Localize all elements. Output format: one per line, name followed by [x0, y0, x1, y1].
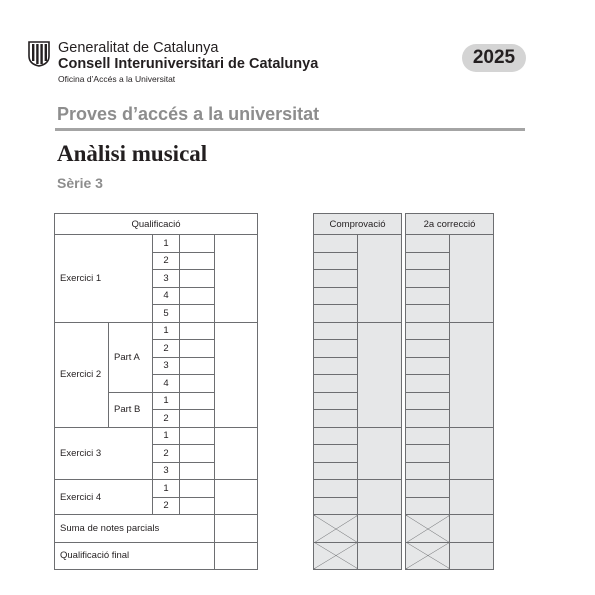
verification-total-cell[interactable]	[358, 322, 402, 427]
exercise-4-item-number: 2	[153, 497, 180, 515]
exercise-1-item-score-cell[interactable]	[180, 235, 215, 253]
verification-total-cell[interactable]	[358, 480, 402, 515]
second-correction-item-cell[interactable]	[406, 305, 450, 323]
exercise-1-label: Exercici 1	[55, 235, 153, 323]
exercise-4-label: Exercici 4	[55, 480, 153, 515]
second-correction-item-cell[interactable]	[406, 410, 450, 428]
exercise-2-item-score-cell[interactable]	[180, 375, 215, 393]
org-name-consell: Consell Interuniversitari de Catalunya	[58, 56, 319, 72]
second-correction-item-cell[interactable]	[406, 392, 450, 410]
verification-crossed-cell	[314, 542, 358, 570]
org-name-generalitat: Generalitat de Catalunya	[58, 40, 219, 56]
exercise-3-label: Exercici 3	[55, 427, 153, 480]
exercise-4-item-score-cell[interactable]	[180, 480, 215, 498]
verification-final-cell[interactable]	[358, 542, 402, 570]
exercise-3-item-number: 3	[153, 462, 180, 480]
second-correction-item-cell[interactable]	[406, 340, 450, 358]
exercise-3-total-cell[interactable]	[215, 427, 258, 480]
verification-item-cell[interactable]	[314, 235, 358, 253]
verification-item-cell[interactable]	[314, 375, 358, 393]
second-correction-item-cell[interactable]	[406, 270, 450, 288]
exercise-2-part-b-item-number: 2	[153, 410, 180, 428]
verification-item-cell[interactable]	[314, 410, 358, 428]
exercise-2-part-a-item-number: 1	[153, 322, 180, 340]
verification-item-cell[interactable]	[314, 462, 358, 480]
final-grade-cell[interactable]	[215, 542, 258, 570]
verification-item-cell[interactable]	[314, 357, 358, 375]
verification-item-cell[interactable]	[314, 480, 358, 498]
exercise-1-item-number: 2	[153, 252, 180, 270]
header-divider	[55, 128, 525, 131]
subject-title: Anàlisi musical	[57, 141, 208, 166]
exercise-1-item-number: 1	[153, 235, 180, 253]
verification-table	[313, 213, 402, 570]
exercise-2-item-score-cell[interactable]	[180, 322, 215, 340]
exercise-1-item-score-cell[interactable]	[180, 270, 215, 288]
exercise-2-item-score-cell[interactable]	[180, 340, 215, 358]
exercise-2-part-a-item-number: 4	[153, 375, 180, 393]
verification-item-cell[interactable]	[314, 322, 358, 340]
exercise-3-item-score-cell[interactable]	[180, 427, 215, 445]
org-name-oficina: Oficina d’Accés a la Universitat	[58, 74, 176, 84]
second-correction-table	[405, 213, 494, 570]
verification-item-cell[interactable]	[314, 305, 358, 323]
exercise-3-item-number: 1	[153, 427, 180, 445]
second-correction-item-cell[interactable]	[406, 427, 450, 445]
second-correction-total-cell[interactable]	[450, 235, 494, 323]
verification-item-cell[interactable]	[314, 287, 358, 305]
verification-item-cell[interactable]	[314, 252, 358, 270]
verification-total-cell[interactable]	[358, 235, 402, 323]
exercise-4-item-score-cell[interactable]	[180, 497, 215, 515]
exercise-4-item-number: 1	[153, 480, 180, 498]
verification-item-cell[interactable]	[314, 340, 358, 358]
verification-sum-cell[interactable]	[358, 515, 402, 543]
exercise-1-item-number: 5	[153, 305, 180, 323]
verification-crossed-cell	[314, 515, 358, 543]
second-correction-item-cell[interactable]	[406, 462, 450, 480]
verification-item-cell[interactable]	[314, 445, 358, 463]
sum-partial-label: Suma de notes parcials	[55, 515, 215, 543]
second-correction-total-cell[interactable]	[450, 427, 494, 480]
second-correction-crossed-cell	[406, 542, 450, 570]
second-correction-item-cell[interactable]	[406, 480, 450, 498]
second-correction-total-cell[interactable]	[450, 480, 494, 515]
second-correction-header: 2a correcció	[406, 214, 494, 235]
exercise-4-total-cell[interactable]	[215, 480, 258, 515]
grading-header: Qualificació	[55, 214, 258, 235]
exercise-1-item-score-cell[interactable]	[180, 287, 215, 305]
exercise-2-total-cell[interactable]	[215, 322, 258, 427]
exercise-1-item-number: 3	[153, 270, 180, 288]
second-correction-final-cell[interactable]	[450, 542, 494, 570]
verification-total-cell[interactable]	[358, 427, 402, 480]
grading-table	[54, 213, 258, 570]
verification-header: Comprovació	[314, 214, 402, 235]
verification-item-cell[interactable]	[314, 270, 358, 288]
exam-name: Proves d’accés a la universitat	[57, 104, 320, 124]
exercise-2-part-a-label: Part A	[109, 322, 153, 392]
sum-partial-cell[interactable]	[215, 515, 258, 543]
exercise-2-part-a-item-number: 3	[153, 357, 180, 375]
second-correction-item-cell[interactable]	[406, 235, 450, 253]
second-correction-sum-cell[interactable]	[450, 515, 494, 543]
exercise-3-item-score-cell[interactable]	[180, 445, 215, 463]
exercise-2-label: Exercici 2	[55, 322, 109, 427]
exercise-1-total-cell[interactable]	[215, 235, 258, 323]
second-correction-item-cell[interactable]	[406, 322, 450, 340]
second-correction-item-cell[interactable]	[406, 445, 450, 463]
year-badge: 2025	[462, 44, 526, 72]
second-correction-item-cell[interactable]	[406, 287, 450, 305]
series-label: Sèrie 3	[57, 175, 103, 191]
verification-item-cell[interactable]	[314, 427, 358, 445]
second-correction-item-cell[interactable]	[406, 357, 450, 375]
exercise-2-part-b-label: Part B	[109, 392, 153, 427]
second-correction-item-cell[interactable]	[406, 375, 450, 393]
exercise-3-item-score-cell[interactable]	[180, 462, 215, 480]
exercise-1-item-score-cell[interactable]	[180, 252, 215, 270]
exercise-2-item-score-cell[interactable]	[180, 392, 215, 410]
second-correction-item-cell[interactable]	[406, 497, 450, 515]
exercise-1-item-number: 4	[153, 287, 180, 305]
second-correction-crossed-cell	[406, 515, 450, 543]
exercise-2-item-score-cell[interactable]	[180, 410, 215, 428]
exercise-2-part-a-item-number: 2	[153, 340, 180, 358]
exercise-3-item-number: 2	[153, 445, 180, 463]
verification-item-cell[interactable]	[314, 497, 358, 515]
generalitat-logo-icon	[28, 41, 50, 67]
final-grade-label: Qualificació final	[55, 542, 215, 570]
exercise-1-item-score-cell[interactable]	[180, 305, 215, 323]
second-correction-item-cell[interactable]	[406, 252, 450, 270]
second-correction-total-cell[interactable]	[450, 322, 494, 427]
exercise-2-part-b-item-number: 1	[153, 392, 180, 410]
exercise-2-item-score-cell[interactable]	[180, 357, 215, 375]
verification-item-cell[interactable]	[314, 392, 358, 410]
